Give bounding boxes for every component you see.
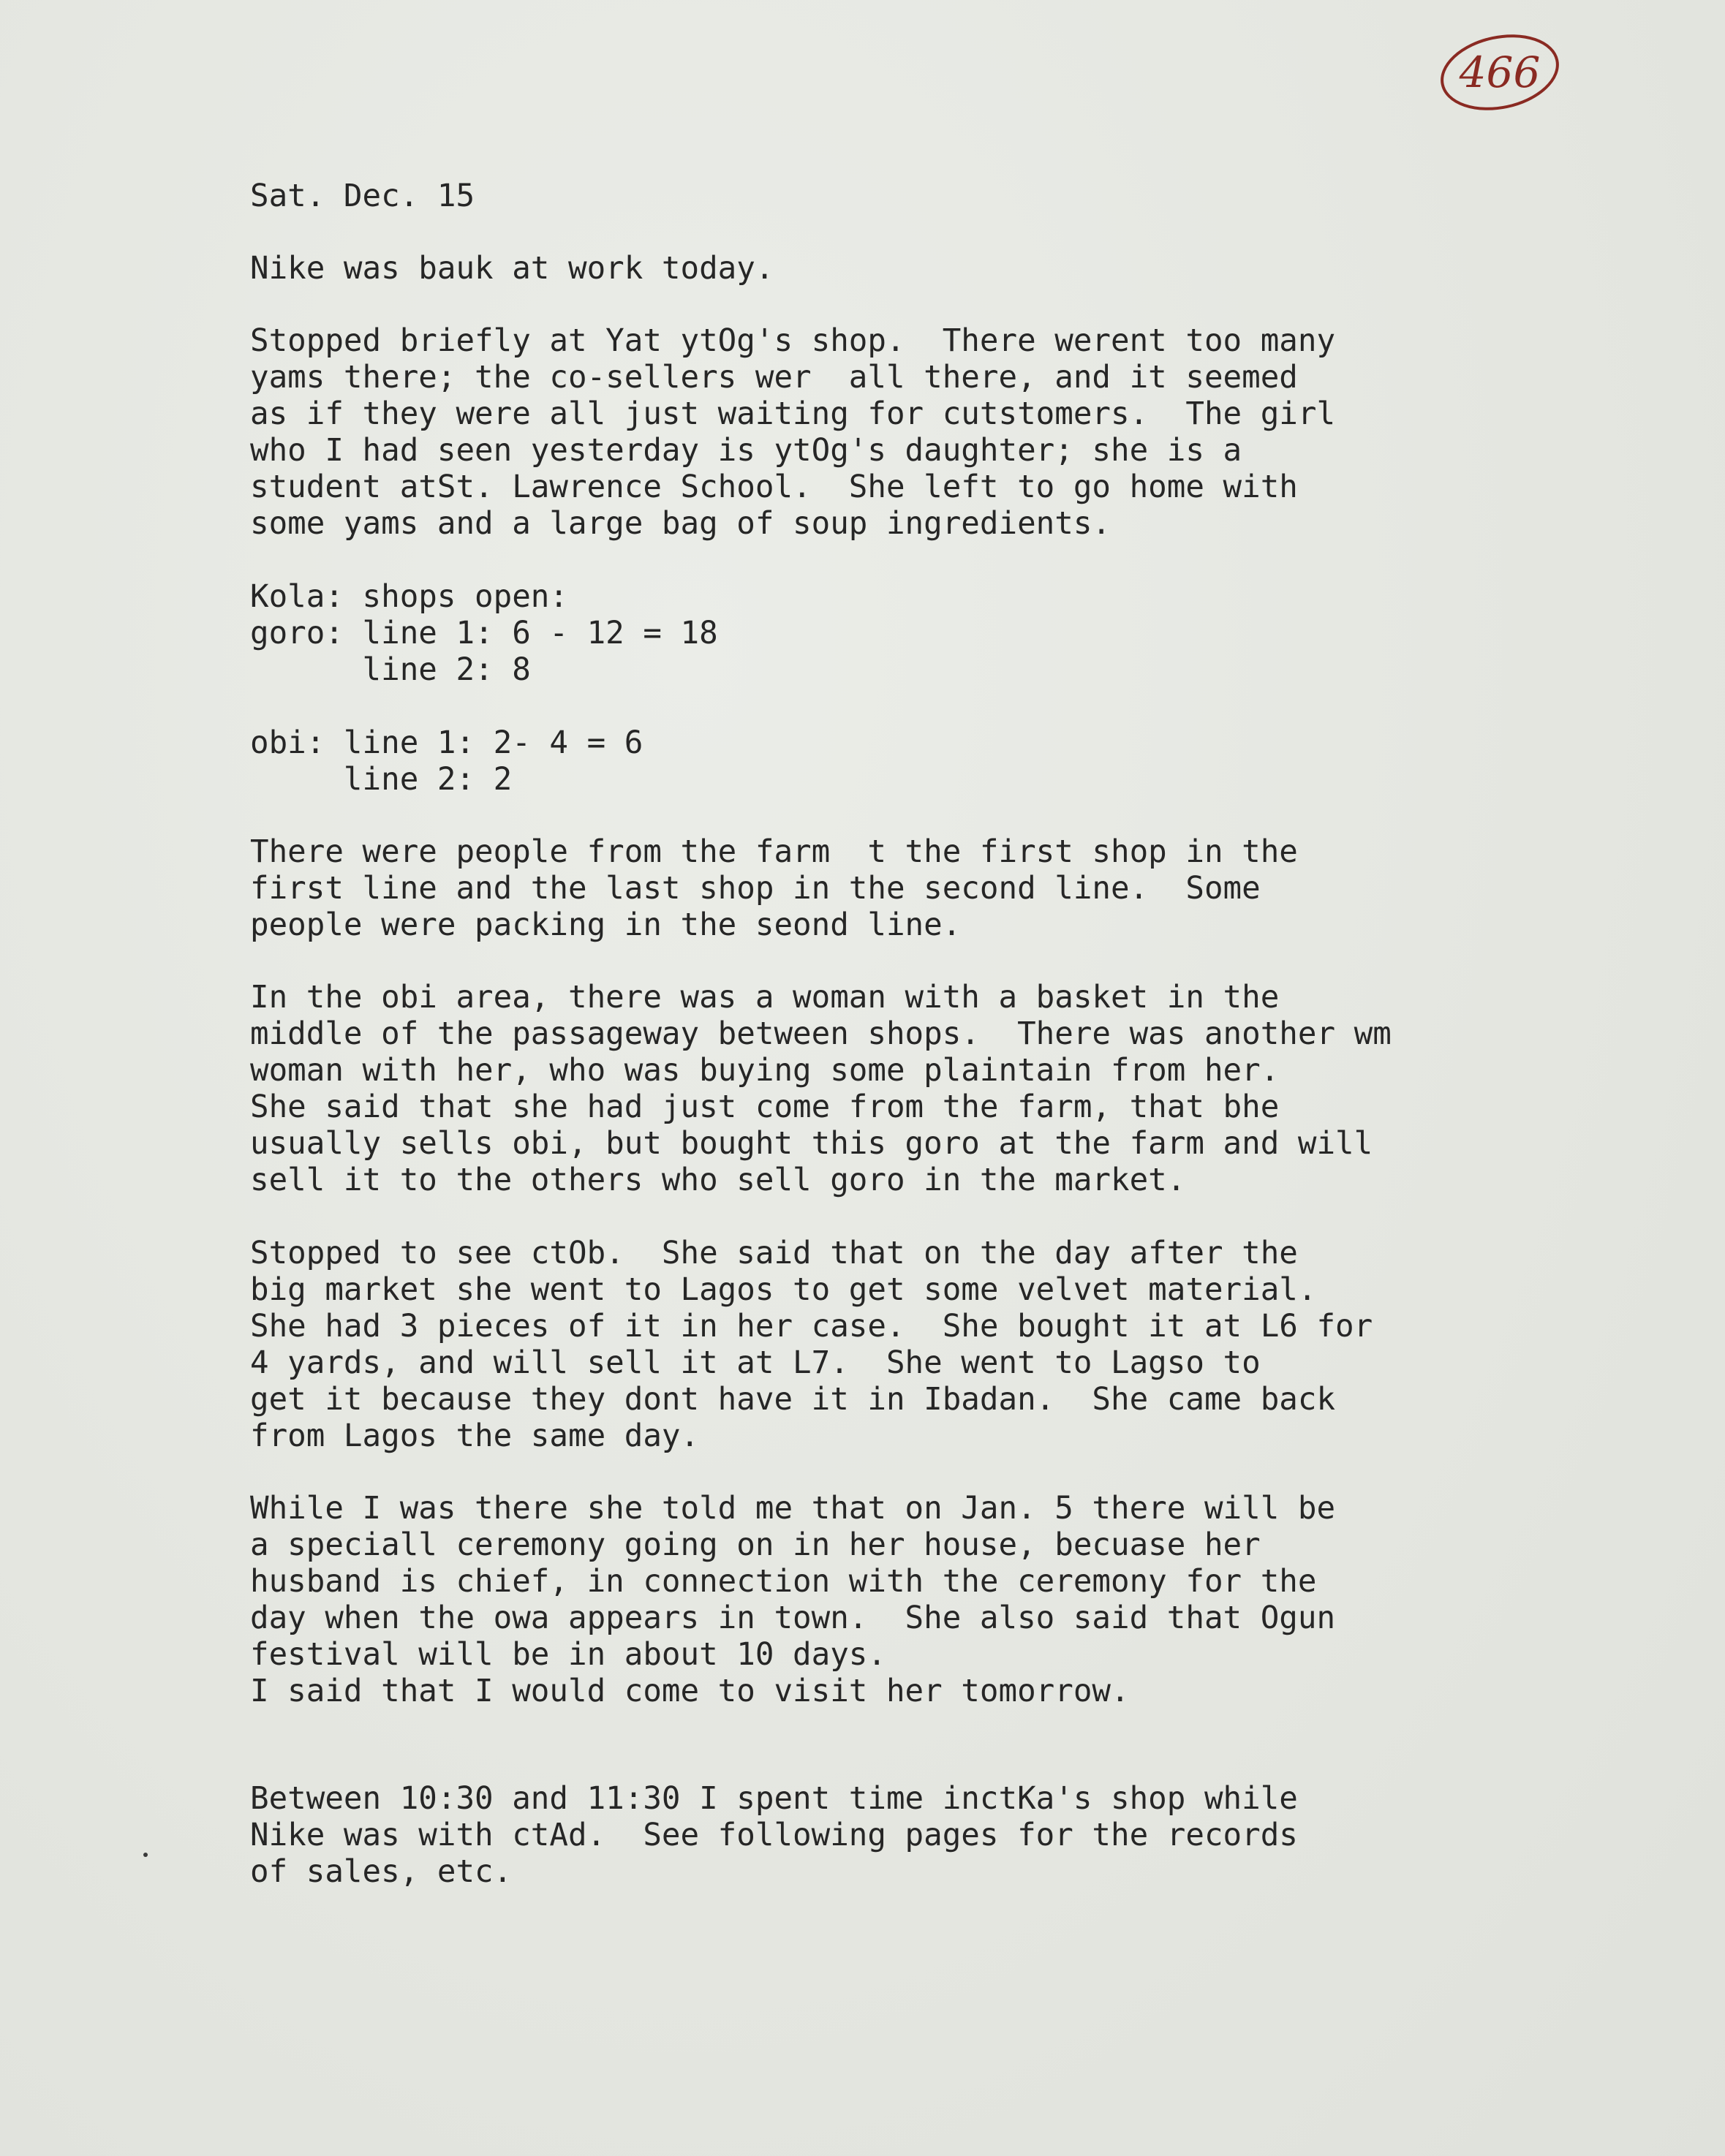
page-number: 466 bbox=[1459, 48, 1541, 97]
text-line: yams there; the co-sellers wer all there, and it seemed bbox=[250, 360, 1298, 396]
text-line: student atSt. Lawrence School. She left to go home with bbox=[250, 469, 1298, 505]
text-line: Kola: shops open: bbox=[250, 579, 568, 615]
text-line: first line and the last shop in the second line. Some bbox=[250, 871, 1261, 907]
text-line: obi: line 1: 2- 4 = 6 bbox=[250, 725, 643, 761]
text-line: She had 3 pieces of it in her case. She bought it at L6 for bbox=[250, 1309, 1373, 1344]
text-line: from Lagos the same day. bbox=[250, 1418, 700, 1454]
text-line: In the obi area, there was a woman with a basket in the bbox=[250, 980, 1280, 1015]
text-line: sell it to the others who sell goro in the market. bbox=[250, 1162, 1186, 1198]
text-line: festival will be in about 10 days. bbox=[250, 1637, 886, 1673]
text-line: Nike was with ctAd. See following pages for the records bbox=[250, 1818, 1298, 1853]
text-line: a speciall ceremony going on in her house, becuase her bbox=[250, 1527, 1261, 1563]
text-line: Sat. Dec. 15 bbox=[250, 178, 475, 214]
text-line: get it because they dont have it in Ibadan. She came back bbox=[250, 1382, 1336, 1418]
text-line: middle of the passageway between shops. There was another wm bbox=[250, 1016, 1392, 1052]
text-line: woman with her, who was buying some plaintain from her. bbox=[250, 1053, 1280, 1089]
text-line: I said that I would come to visit her tomorrow. bbox=[250, 1673, 1130, 1709]
text-line: Between 10:30 and 11:30 I spent time inctKa's shop while bbox=[250, 1781, 1298, 1817]
text-line: Stopped to see ctOb. She said that on the day after the bbox=[250, 1236, 1298, 1271]
text-line: big market she went to Lagos to get some velvet material. bbox=[250, 1272, 1317, 1308]
text-line: some yams and a large bag of soup ingredients. bbox=[250, 506, 1111, 542]
text-line: usually sells obi, but bought this goro at the farm and will bbox=[250, 1126, 1373, 1162]
text-line: line 2: 8 bbox=[250, 652, 531, 688]
text-line: husband is chief, in connection with the ceremony for the bbox=[250, 1564, 1317, 1600]
text-line: people were packing in the seond line. bbox=[250, 907, 962, 943]
page-number-stamp bbox=[1438, 32, 1562, 113]
text-line: There were people from the farm t the first shop in the bbox=[250, 834, 1298, 870]
text-line: of sales, etc. bbox=[250, 1854, 513, 1890]
text-line: 4 yards, and will sell it at L7. She went to Lagso to bbox=[250, 1345, 1261, 1381]
text-line: While I was there she told me that on Jan. 5 there will be bbox=[250, 1491, 1336, 1527]
text-line: She said that she had just come from the farm, that bhe bbox=[250, 1089, 1280, 1125]
text-line: Nike was bauk at work today. bbox=[250, 251, 774, 287]
text-line: Stopped briefly at Yat ytOg's shop. There werent too many bbox=[250, 323, 1336, 359]
text-line: line 2: 2 bbox=[250, 762, 513, 798]
text-line: day when the owa appears in town. She also said that Ogun bbox=[250, 1600, 1336, 1636]
stray-ink-dot bbox=[143, 1853, 148, 1857]
text-line: as if they were all just waiting for cutstomers. The girl bbox=[250, 396, 1336, 432]
text-line: goro: line 1: 6 - 12 = 18 bbox=[250, 616, 718, 651]
text-line: who I had seen yesterday is ytOg's daughter; she is a bbox=[250, 433, 1242, 469]
